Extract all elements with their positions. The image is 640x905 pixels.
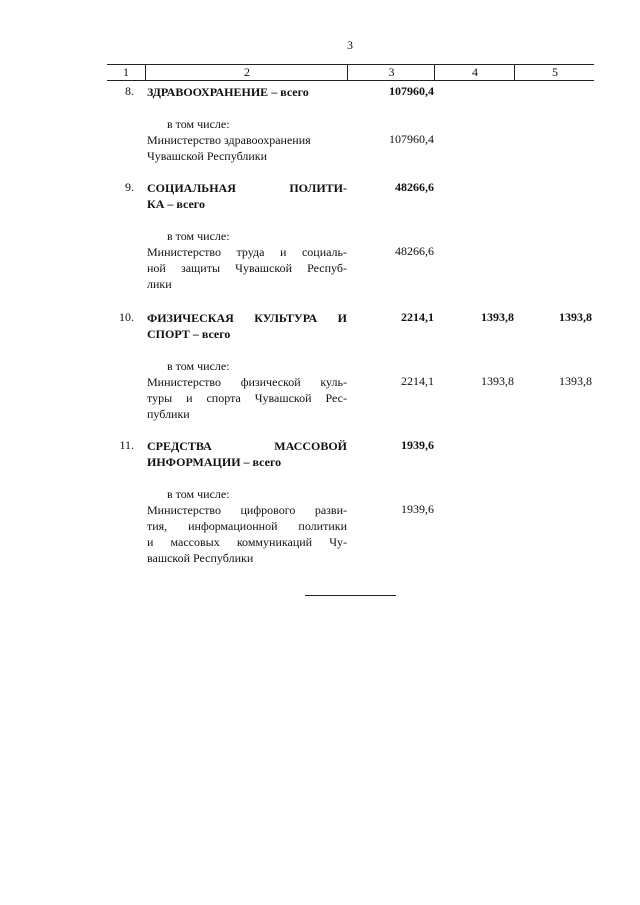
header-col-2: 2 (145, 65, 348, 80)
ministry-line: вашской Республики (147, 551, 254, 565)
section-title-line: СПОРТ – всего (147, 327, 231, 341)
sub-label: в том числе: (167, 229, 230, 243)
ministry-line: и массовых коммуникаций Чу- (147, 535, 347, 549)
ministry-value-col4: 1393,8 (481, 374, 514, 388)
ministry-line: Министерство цифрового разви- (147, 503, 347, 517)
section-title: ЗДРАВООХРАНЕНИЕ – всего (147, 85, 309, 99)
ministry-line: Министерство здравоохранения (147, 133, 311, 147)
sub-label: в том числе: (167, 359, 230, 373)
ministry-value-col3: 1939,6 (401, 502, 434, 516)
ministry-name (147, 502, 347, 566)
section-total-col4: 1393,8 (481, 310, 514, 324)
ministry-line: публики (147, 407, 190, 421)
header-col-1: 1 (123, 65, 129, 79)
ministry-line: тия, информационной политики (147, 519, 347, 533)
ministry-line: лики (147, 277, 172, 291)
row-number: 9. (125, 180, 134, 194)
table-header-row (107, 64, 594, 81)
section-title (147, 310, 347, 342)
section-title-line: СРЕДСТВА МАССОВОЙ (147, 439, 347, 453)
ministry-line: туры и спорта Чувашской Рес- (147, 391, 347, 405)
ministry-line: Министерство физической куль- (147, 375, 347, 389)
page-number: 3 (347, 38, 353, 52)
header-col-5: 5 (514, 65, 595, 80)
section-title-line: СОЦИАЛЬНАЯ ПОЛИТИ- (147, 181, 347, 195)
row-number: 10. (119, 310, 134, 324)
section-title (147, 438, 347, 470)
ministry-line: Чувашской Республики (147, 149, 268, 163)
section-total-col5: 1393,8 (559, 310, 592, 324)
section-title-line: КА – всего (147, 197, 205, 211)
section-total-col3: 1939,6 (401, 438, 434, 452)
ministry-name (147, 374, 347, 422)
section-total-col3: 48266,6 (395, 180, 434, 194)
end-of-document-rule (305, 595, 396, 596)
row-number: 8. (125, 84, 134, 98)
section-total-col3: 2214,1 (401, 310, 434, 324)
ministry-line: Министерство труда и социаль- (147, 245, 347, 259)
ministry-line: ной защиты Чувашской Респуб- (147, 261, 347, 275)
sub-label: в том числе: (167, 117, 230, 131)
ministry-name (147, 244, 347, 292)
section-total-col3: 107960,4 (389, 84, 434, 98)
section-title (147, 180, 347, 212)
sub-label: в том числе: (167, 487, 230, 501)
section-title-line: ФИЗИЧЕСКАЯ КУЛЬТУРА И (147, 311, 347, 325)
header-col-3: 3 (347, 65, 435, 80)
header-col-4: 4 (434, 65, 515, 80)
ministry-value-col3: 48266,6 (395, 244, 434, 258)
ministry-value-col5: 1393,8 (559, 374, 592, 388)
ministry-value-col3: 107960,4 (389, 132, 434, 146)
row-number: 11. (119, 438, 134, 452)
ministry-name (147, 132, 347, 164)
section-title-line: ИНФОРМАЦИИ – всего (147, 455, 282, 469)
ministry-value-col3: 2214,1 (401, 374, 434, 388)
